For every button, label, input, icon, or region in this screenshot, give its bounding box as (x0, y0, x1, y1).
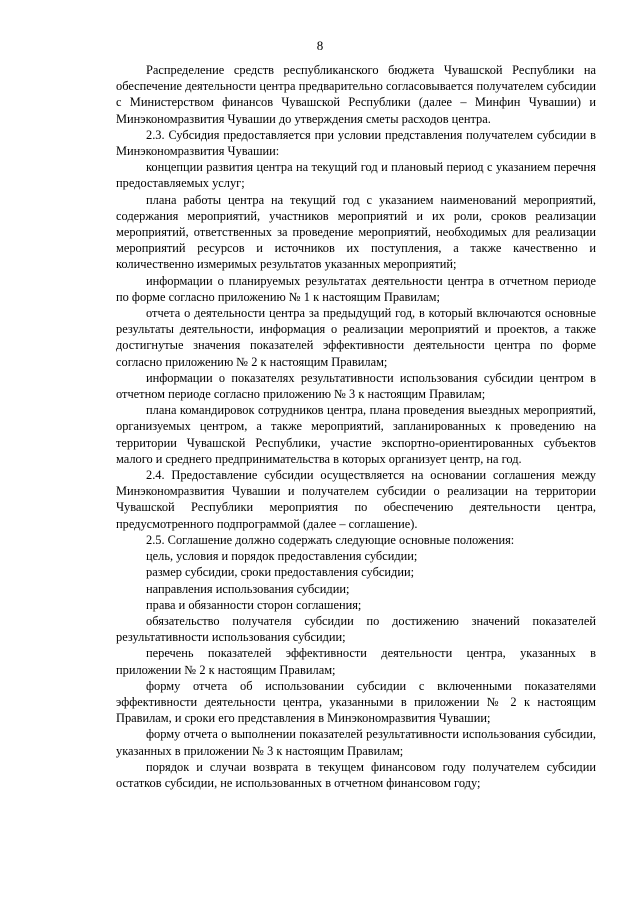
list-item-performance-indicators: информации о показателях результативности использования субсидии центром в отчетном периоде согласно приложению № 3 к настоящим Правилам; (116, 370, 596, 402)
paragraph-2-4: 2.4. Предоставление субсидии осуществляется на основании соглашения между Минэкономразвития Чувашии и получателем субсидии о реализации на территории Чувашской Республики мероприятия по обеспечению деятельности центра, предусмотренного подпрограммой (далее – соглашение). (116, 468, 596, 531)
list-item-rights-obligations: права и обязанности сторон соглашения; (146, 597, 362, 612)
list-item-indicator-report-form: форму отчета о выполнении показателей результативности использования субсидии, указанных в приложении № 3 к настоящим Правилам; (116, 727, 596, 758)
list-item-planned-results: информации о планируемых результатах деятельности центра в отчетном периоде по форме согласно приложению № 1 к настоящим Правилам; (116, 273, 596, 304)
list-item-goal-conditions: цель, условия и порядок предоставления субсидии; (146, 549, 418, 564)
list-item-activity-report: отчета о деятельности центра за предыдущий год, в который включаются основные результаты деятельности, информация о реализации мероприятий и проектов, а также достигнутые значения показателей эффективности деятельности центра по форме согласно приложению № 2 к настоящим Правилам; (116, 306, 596, 369)
list-item-amount-terms: размер субсидии, сроки предоставления субсидии; (146, 565, 415, 580)
list-item-efficiency-list: перечень показателей эффективности деятельности центра, указанных в приложении № 2 к настоящим Правилам; (116, 646, 596, 677)
list-item-usage-report-form: форму отчета об использовании субсидии с включенными показателями эффективности деятельности центра, указанными в приложении № 2 к настоящим Правилам, и сроки его представления в Минэкономразвития Чувашии; (116, 678, 596, 726)
paragraph-2-3: 2.3. Субсидия предоставляется при условии представления получателем субсидии в Минэкономразвития Чувашии: (116, 127, 596, 159)
list-item-obligation-indicators: обязательство получателя субсидии по достижению значений показателей результативности использования субсидии; (116, 613, 596, 645)
page-number: 8 (316, 38, 324, 53)
document-body (116, 62, 596, 791)
list-item-directions: направления использования субсидии; (146, 581, 350, 596)
list-item-refund-procedure: порядок и случаи возврата в текущем финансовом году получателем субсидии остатков субсидии, не использованных в отчетном финансовом году; (116, 759, 596, 790)
paragraph-budget-allocation: Распределение средств республиканского бюджета Чувашской Республики на обеспечение деятельности центра предварительно согласовывается получателем субсидии с Министерством финансов Чувашской Республики (далее – Минфин Чувашии) и Минэкономразвития Чувашии до утверждения сметы расходов центра. (116, 63, 596, 126)
list-item-work-plan: плана работы центра на текущий год с указанием наименований мероприятий, содержания мероприятий, участников мероприятий и их роли, сроков реализации мероприятий, ответственных за проведение мероприятий, необходимых для реализации мероприятий ресурсов и источников их поступления, а также качественно и количественно измеримых результатов указанных мероприятий; (116, 192, 596, 272)
paragraph-2-5: 2.5. Соглашение должно содержать следующие основные положения: (146, 532, 515, 547)
list-item-concept: концепции развития центра на текущий год и плановый период с указанием перечня предоставляемых услуг; (116, 160, 596, 191)
list-item-business-trips-plan: плана командировок сотрудников центра, плана проведения выездных мероприятий, организуемых центром, а также мероприятий, запланированных к проведению на территории Чувашской Республики, участие экспортно-ориентированных субъектов малого и среднего предпринимательства в которых организует центр, на год. (116, 403, 596, 466)
